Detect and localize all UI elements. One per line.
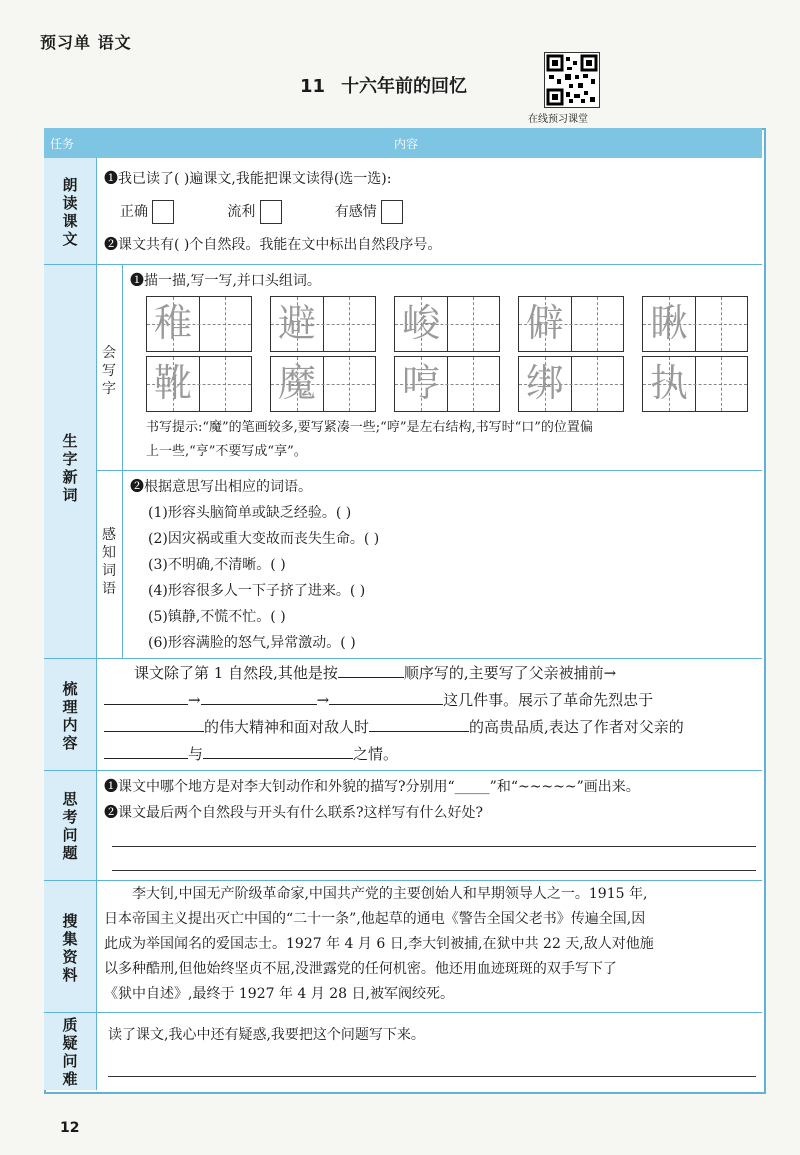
- trace-char: 峻: [401, 301, 440, 345]
- header-content: 内容: [394, 137, 419, 151]
- blank-feeling-1[interactable]: [104, 758, 188, 759]
- char-cell[interactable]: [146, 296, 252, 352]
- row-divider: [96, 470, 762, 471]
- option-emotion-box[interactable]: [381, 200, 403, 224]
- reading-question-2: ❷课文共有( )个自然段。我能在文中标出自然段序号。: [104, 237, 442, 253]
- trace-char: 绑: [525, 361, 564, 405]
- materials-text: [104, 882, 760, 1007]
- subcolumn-divider: [122, 264, 123, 658]
- lesson-name: 十六年前的回忆: [341, 76, 468, 97]
- row-label-thinking: 思考问题: [62, 790, 78, 862]
- write-instruction: ❶描一描,写一写,并口头组词。: [130, 273, 321, 289]
- trace-char: 执: [649, 361, 688, 405]
- trace-char: 哼: [401, 361, 440, 405]
- char-cell[interactable]: [518, 296, 624, 352]
- sorting-text: 课文除了第 1 自然段,其他是按: [134, 664, 338, 682]
- row-divider: [44, 658, 762, 659]
- reading-question-1: ❶我已读了( )遍课文,我能把课文读得(选一选):: [104, 171, 392, 187]
- questioning-text: 读了课文,我心中还有疑惑,我要把这个问题写下来。: [108, 1027, 425, 1043]
- thinking-question-1: ❶课文中哪个地方是对李大钊动作和外貌的描写?分别用“_____”和“~~~~~”画出来。: [104, 779, 640, 795]
- header-task: 任务: [50, 137, 75, 151]
- row-divider: [44, 1012, 762, 1013]
- materials-line: 此成为举国闻名的爱国志士。1927 年 4 月 6 日,李大钊被捕,在狱中共 22 天,敌人对他施: [104, 936, 654, 952]
- option-fluent-box[interactable]: [260, 200, 282, 224]
- row-label-materials: 搜集资料: [62, 912, 78, 984]
- sorting-paragraph: [104, 660, 756, 768]
- answer-line[interactable]: [112, 846, 756, 847]
- blank-event-2[interactable]: [201, 704, 317, 705]
- sublabel-write: 会写字: [102, 345, 116, 397]
- arrow-icon: →: [188, 691, 201, 709]
- trace-char: 稚: [153, 301, 192, 345]
- blank-order[interactable]: [338, 677, 404, 678]
- writing-tip-line: 书写提示:“魔”的笔画较多,要写紧凑一些;“哼”是左右结构,书写时“口”的位置偏: [146, 420, 593, 435]
- row-label-sorting: 梳理内容: [62, 680, 78, 752]
- trace-char: 靴: [153, 361, 192, 405]
- char-cell[interactable]: [394, 296, 500, 352]
- char-cell[interactable]: [270, 296, 376, 352]
- lesson-number: 11: [300, 76, 326, 97]
- materials-line: 李大钊,中国无产阶级革命家,中国共产党的主要创始人和早期领导人之一。1915 年,: [132, 886, 648, 902]
- answer-line[interactable]: [112, 870, 756, 871]
- row-label-reading: 朗读课文: [62, 176, 78, 248]
- sublabel-sense: 感知词语: [102, 527, 116, 597]
- char-cell[interactable]: [518, 356, 624, 412]
- sense-item[interactable]: (5)镇静,不慌不忙。( ): [148, 609, 286, 625]
- char-cell[interactable]: [642, 296, 748, 352]
- sorting-text: 的高贵品质,表达了作者对父亲的: [469, 718, 684, 736]
- blank-spirit[interactable]: [104, 731, 204, 732]
- sorting-text: 的伟大精神和面对敌人时: [204, 718, 370, 736]
- reading-options: [120, 200, 403, 224]
- option-emotion-label: 有感情: [334, 204, 377, 220]
- materials-line: 以多种酷刑,但他始终坚贞不屈,没泄露党的任何机密。他还用血迹斑斑的双手写下了: [104, 961, 617, 977]
- trace-char: 魔: [277, 361, 316, 405]
- sorting-text: 之情。: [353, 745, 399, 763]
- row-label-questioning: 质疑问难: [62, 1016, 78, 1088]
- option-fluent-label: 流利: [227, 204, 256, 220]
- qr-code-icon[interactable]: [544, 52, 600, 108]
- option-correct-label: 正确: [120, 204, 148, 220]
- arrow-icon: →: [316, 691, 330, 709]
- qr-caption: 在线预习课堂: [528, 114, 588, 125]
- sorting-text: 这几件事。展示了革命先烈忠于: [443, 691, 654, 709]
- char-cell[interactable]: [146, 356, 252, 412]
- sense-item[interactable]: (2)因灾祸或重大变故而丧失生命。( ): [148, 531, 380, 547]
- blank-event-1[interactable]: [104, 704, 188, 705]
- option-correct-box[interactable]: [152, 200, 174, 224]
- page-number: 12: [60, 1120, 80, 1136]
- sense-item[interactable]: (4)形容很多人一下子挤了进来。( ): [148, 583, 366, 599]
- materials-line: 日本帝国主义提出灭亡中国的“二十一条”,他起草的通电《警告全国父老书》传遍全国,因: [104, 911, 646, 927]
- blank-quality[interactable]: [369, 731, 469, 732]
- trace-char: 避: [277, 301, 316, 345]
- sense-instruction: ❷根据意思写出相应的词语。: [130, 479, 312, 495]
- blank-event-3[interactable]: [329, 704, 443, 705]
- trace-char: 瞅: [649, 301, 688, 345]
- arrow-icon: →: [603, 664, 617, 682]
- book-header: 预习单 语文: [40, 33, 132, 52]
- sense-item[interactable]: (6)形容满脸的怒气,异常激动。( ): [148, 635, 356, 651]
- column-divider: [96, 158, 97, 1090]
- writing-tip-line: 上一些,“亨”不要写成“享”。: [146, 444, 307, 459]
- row-divider: [44, 880, 762, 881]
- thinking-question-2: ❷课文最后两个自然段与开头有什么联系?这样写有什么好处?: [104, 805, 484, 821]
- row-divider: [44, 770, 762, 771]
- sense-item[interactable]: (3)不明确,不清晰。( ): [148, 557, 286, 573]
- trace-char: 僻: [525, 301, 564, 345]
- row-label-words: 生字新词: [62, 432, 78, 504]
- char-grid: [146, 296, 758, 412]
- lesson-title: [300, 72, 467, 98]
- sense-item[interactable]: (1)形容头脑简单或缺乏经验。( ): [148, 505, 352, 521]
- answer-line[interactable]: [108, 1076, 756, 1077]
- sorting-text: 与: [188, 745, 204, 763]
- row-divider: [44, 264, 762, 265]
- char-cell[interactable]: [642, 356, 748, 412]
- char-cell[interactable]: [394, 356, 500, 412]
- char-cell[interactable]: [270, 356, 376, 412]
- materials-line: 《狱中自述》,最终于 1927 年 4 月 28 日,被军阀绞死。: [104, 986, 454, 1002]
- blank-feeling-2[interactable]: [203, 758, 353, 759]
- sorting-text: 顺序写的,主要写了父亲被捕前: [403, 664, 604, 682]
- sense-items: [148, 500, 379, 656]
- writing-tip: [146, 416, 758, 464]
